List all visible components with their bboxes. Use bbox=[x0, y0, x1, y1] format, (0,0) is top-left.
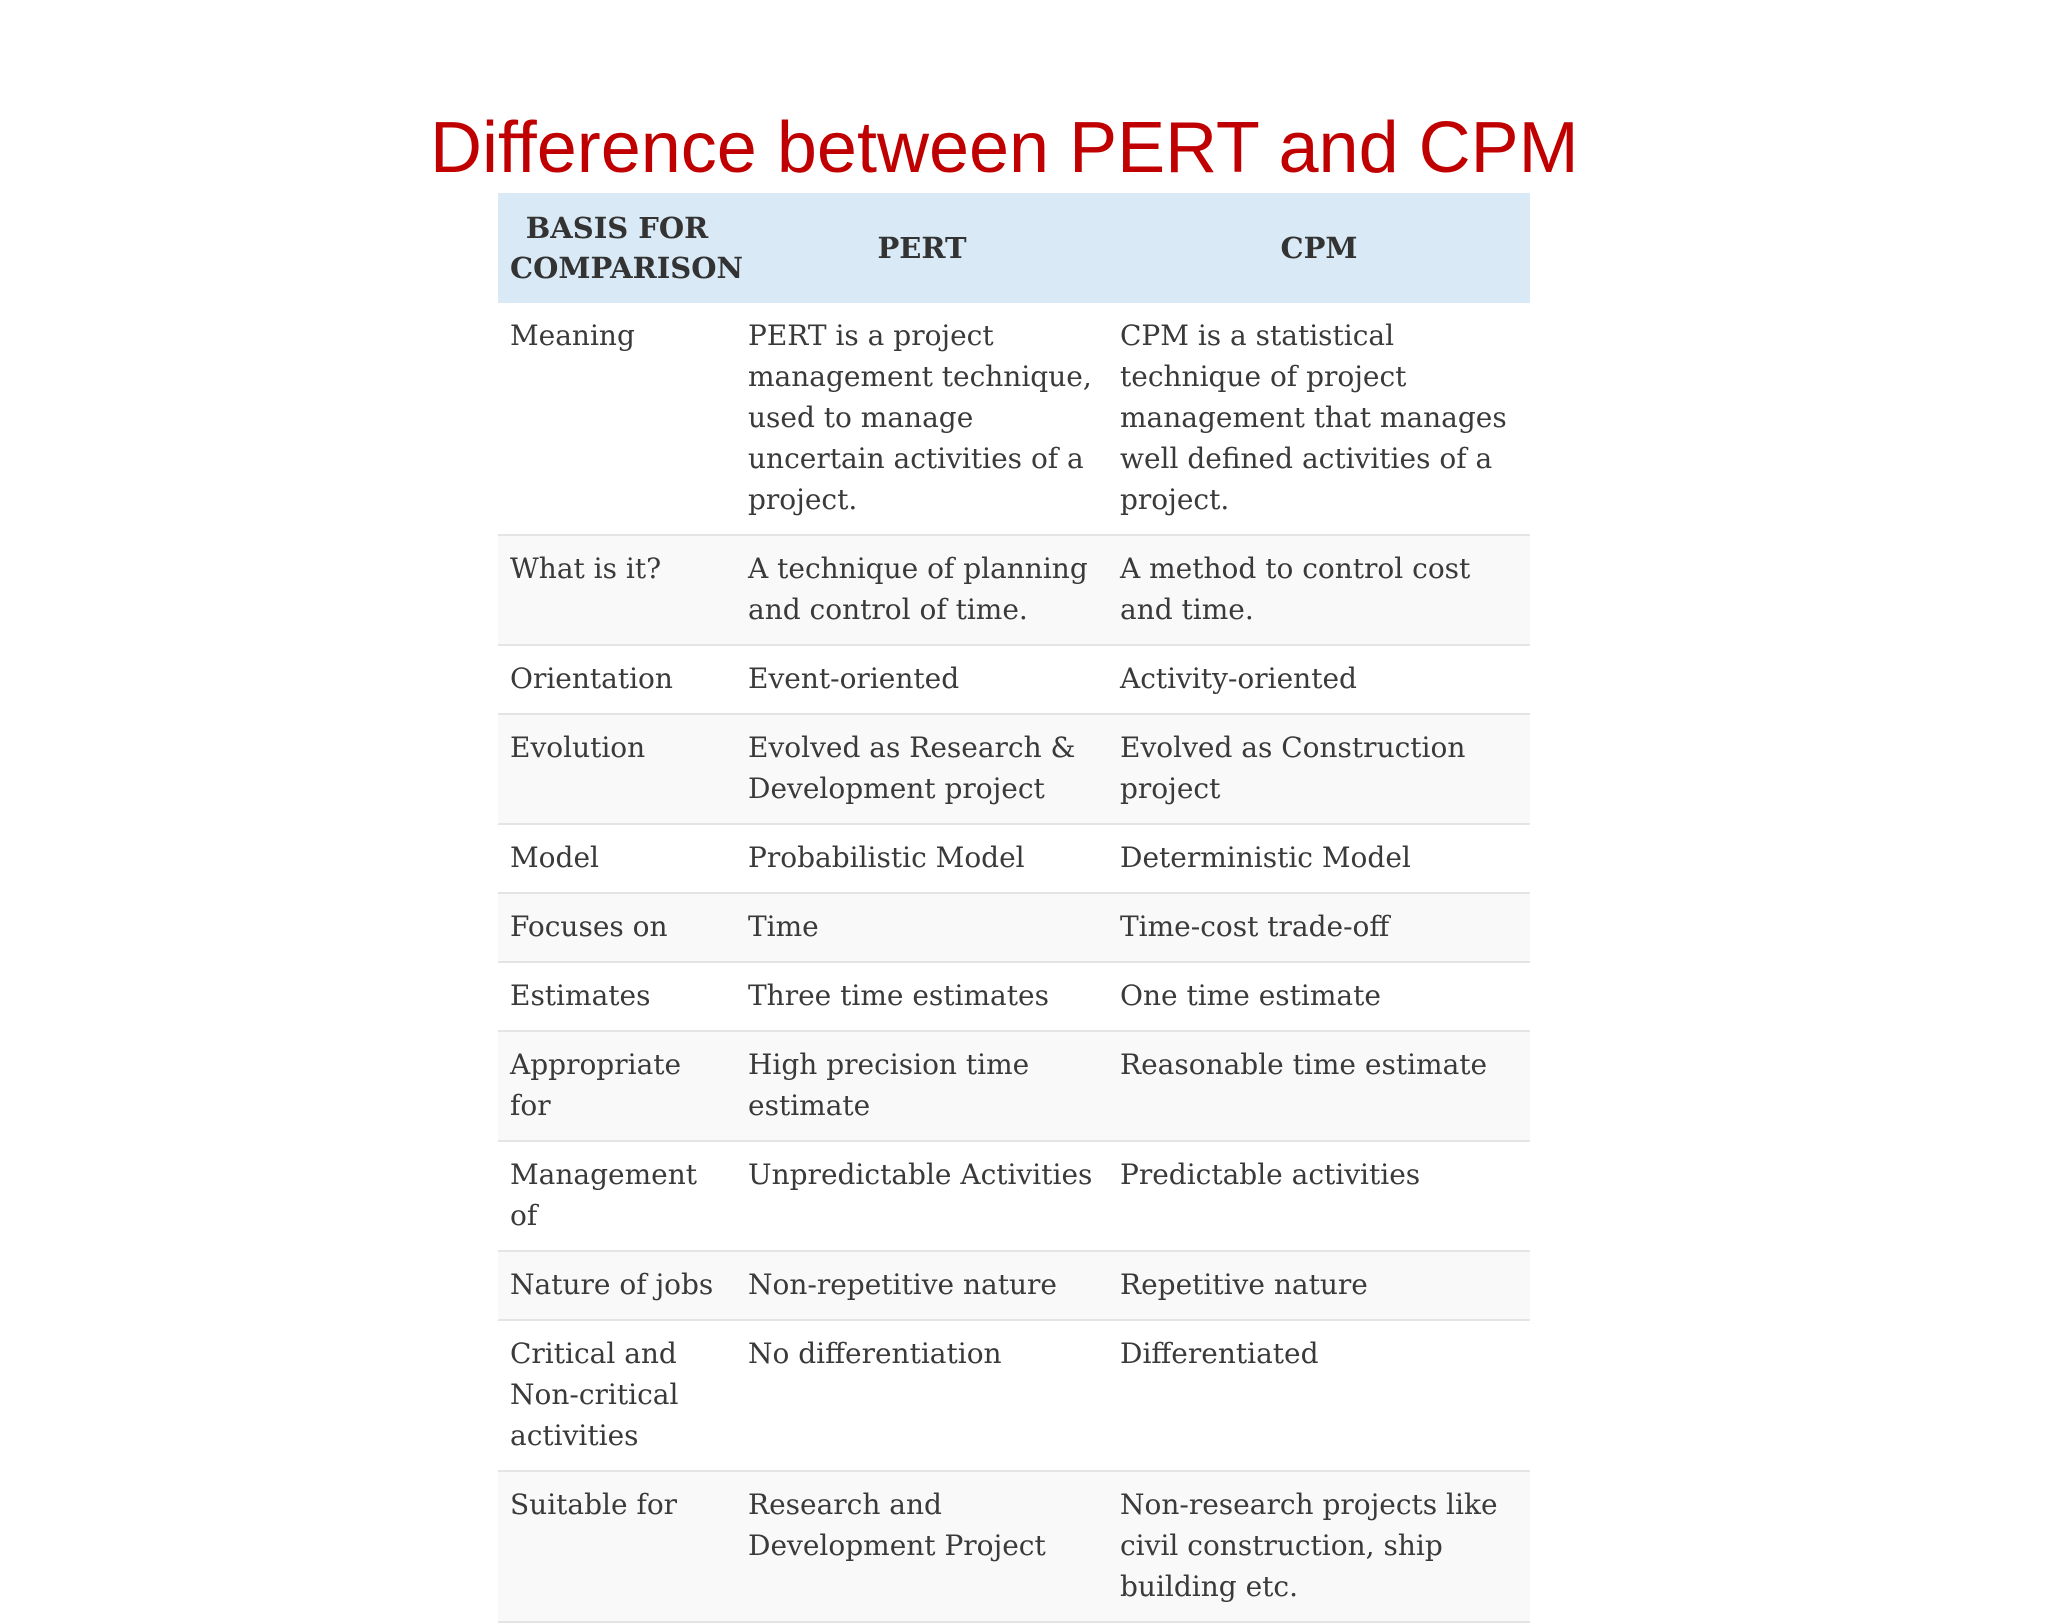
table-row bbox=[498, 1251, 1530, 1320]
cell-pert: Evolved as Research & Development project bbox=[736, 714, 1108, 824]
table-row bbox=[498, 1471, 1530, 1622]
table-row bbox=[498, 1320, 1530, 1471]
comparison-table-container bbox=[498, 193, 1530, 1623]
header-row bbox=[498, 193, 1530, 303]
cell-pert: Non-repetitive nature bbox=[736, 1251, 1108, 1320]
table-row bbox=[498, 1141, 1530, 1251]
table-row bbox=[498, 1031, 1530, 1141]
cell-pert: Probabilistic Model bbox=[736, 824, 1108, 893]
cell-basis: Management of bbox=[498, 1141, 736, 1251]
cell-basis: What is it? bbox=[498, 535, 736, 645]
cell-basis: Critical and Non-critical activities bbox=[498, 1320, 736, 1471]
cell-pert: Event-oriented bbox=[736, 645, 1108, 714]
table-row bbox=[498, 303, 1530, 535]
cell-pert: Time bbox=[736, 893, 1108, 962]
cell-cpm: Deterministic Model bbox=[1108, 824, 1530, 893]
cell-pert: High precision time estimate bbox=[736, 1031, 1108, 1141]
cell-cpm: Repetitive nature bbox=[1108, 1251, 1530, 1320]
cell-basis: Appropriate for bbox=[498, 1031, 736, 1141]
cell-basis: Evolution bbox=[498, 714, 736, 824]
cell-pert: Three time estimates bbox=[736, 962, 1108, 1031]
table-row bbox=[498, 714, 1530, 824]
cell-pert: A technique of planning and control of time. bbox=[736, 535, 1108, 645]
cell-cpm: Differentiated bbox=[1108, 1320, 1530, 1471]
header-pert: PERT bbox=[877, 231, 967, 265]
cell-basis: Orientation bbox=[498, 645, 736, 714]
cell-pert: Research and Development Project bbox=[736, 1471, 1108, 1622]
table-row bbox=[498, 645, 1530, 714]
table-row bbox=[498, 535, 1530, 645]
cell-cpm: Time-cost trade-off bbox=[1108, 893, 1530, 962]
header-cpm: CPM bbox=[1280, 231, 1358, 265]
cell-pert: Unpredictable Activities bbox=[736, 1141, 1108, 1251]
cell-cpm: Activity-oriented bbox=[1108, 645, 1530, 714]
cell-pert: PERT is a project management technique, used to manage uncertain activities of a project. bbox=[736, 303, 1108, 535]
comparison-table bbox=[498, 193, 1530, 1623]
cell-cpm: One time estimate bbox=[1108, 962, 1530, 1031]
cell-cpm: Reasonable time estimate bbox=[1108, 1031, 1530, 1141]
header-basis: BASIS FOR COMPARISON bbox=[510, 211, 744, 285]
slide-title: Difference between PERT and CPM bbox=[430, 108, 1579, 188]
table-row bbox=[498, 962, 1530, 1031]
cell-cpm: Non-research projects like civil construction, ship building etc. bbox=[1108, 1471, 1530, 1622]
cell-cpm: Evolved as Construction project bbox=[1108, 714, 1530, 824]
table-header bbox=[498, 193, 1530, 303]
cell-basis: Nature of jobs bbox=[498, 1251, 736, 1320]
cell-pert: No differentiation bbox=[736, 1320, 1108, 1471]
cell-basis: Suitable for bbox=[498, 1471, 736, 1622]
cell-cpm: A method to control cost and time. bbox=[1108, 535, 1530, 645]
cell-basis: Focuses on bbox=[498, 893, 736, 962]
table-row bbox=[498, 893, 1530, 962]
cell-cpm: Predictable activities bbox=[1108, 1141, 1530, 1251]
table-row bbox=[498, 824, 1530, 893]
cell-basis: Meaning bbox=[498, 303, 736, 535]
cell-basis: Model bbox=[498, 824, 736, 893]
cell-cpm: CPM is a statistical technique of project management that manages well defined activities of a project. bbox=[1108, 303, 1530, 535]
cell-basis: Estimates bbox=[498, 962, 736, 1031]
table-body bbox=[498, 303, 1530, 1622]
